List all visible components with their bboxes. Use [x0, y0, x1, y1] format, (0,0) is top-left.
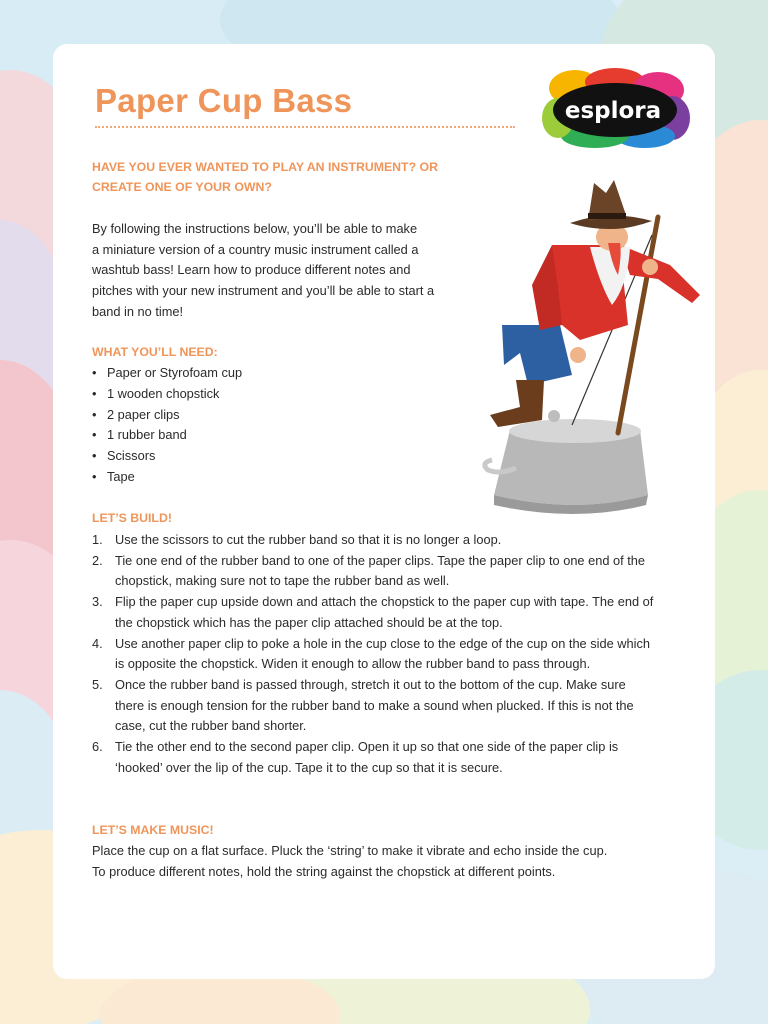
step-number: 4. [92, 635, 103, 651]
step-text: Use the scissors to cut the rubber band so that it is no longer a loop. [115, 532, 502, 547]
needs-heading: WHAT YOU’LL NEED: [92, 345, 218, 359]
step-text: Flip the paper cup upside down and attach the chopstick to the paper cup with tape. The end of the chopstick which has the paper clip attached should be at the top. [115, 594, 654, 630]
step-number: 2. [92, 552, 103, 568]
step-text: Once the rubber band is passed through, stretch it out to the bottom of the cup. Make sure there is enough tension for the rubber band to make a sound when plucked. If this is not the case, cut the rubber band shorter. [115, 676, 634, 734]
step-number: 3. [92, 594, 103, 610]
intro-heading-line1: HAVE YOU EVER WANTED TO PLAY AN INSTRUMENT? OR [92, 160, 438, 174]
step-number: 6. [92, 739, 103, 755]
list-item: • 1 wooden chopstick [92, 384, 242, 405]
page-title: Paper Cup Bass [95, 82, 353, 119]
list-item: • 1 rubber band [92, 425, 242, 446]
intro-line: By following the instructions below, you’ll be able to make [92, 221, 418, 236]
intro-heading-line2: CREATE ONE OF YOUR OWN? [92, 180, 272, 194]
music-line: Place the cup on a flat surface. Pluck the ‘string’ to make it vibrate and echo inside the cup. [92, 843, 608, 858]
step-number: 5. [92, 676, 103, 692]
list-item: • Scissors [92, 446, 242, 467]
step-item [92, 551, 657, 592]
intro-line: washtub bass! Learn how to produce different notes and [92, 262, 411, 277]
step-text: Use another paper clip to poke a hole in the cup close to the edge of the cup on the side which is opposite the chopstick. Widen it enough to allow the rubber band to pass through. [115, 635, 650, 672]
step-item [92, 592, 657, 633]
step-item [92, 530, 657, 551]
step-text: Tie the other end to the second paper clip. Open it up so that one side of the paper clip is ‘hooked’ over the lip of the cup. Tape it to the cup so that it is secure. [115, 739, 619, 775]
step-item [92, 675, 657, 737]
intro-line: a miniature version of a country music instrument called a [92, 242, 419, 257]
esplora-logo [540, 68, 690, 148]
needs-list [92, 363, 242, 488]
title-divider [95, 126, 515, 128]
build-heading: LET’S BUILD! [92, 511, 172, 525]
music-line: To produce different notes, hold the string against the chopstick at different points. [92, 864, 556, 879]
step-number: 1. [92, 532, 103, 547]
musician-illustration [480, 175, 710, 520]
step-text: Tie one end of the rubber band to one of the paper clips. Tape the paper clip to one end of the chopstick, making sure not to tape the rubber band as well. [115, 552, 646, 589]
logo-wordmark: esplora [564, 98, 662, 124]
intro-line: pitches with your new instrument and you’ll be able to start a [92, 283, 435, 298]
step-item [92, 737, 657, 778]
intro-line: band in no time! [92, 304, 184, 319]
list-item: • 2 paper clips [92, 405, 242, 426]
build-steps [92, 530, 657, 778]
list-item: • Tape [92, 467, 242, 488]
step-item [92, 634, 657, 675]
music-heading: LET’S MAKE MUSIC! [92, 823, 214, 837]
list-item: • Paper or Styrofoam cup [92, 363, 242, 384]
